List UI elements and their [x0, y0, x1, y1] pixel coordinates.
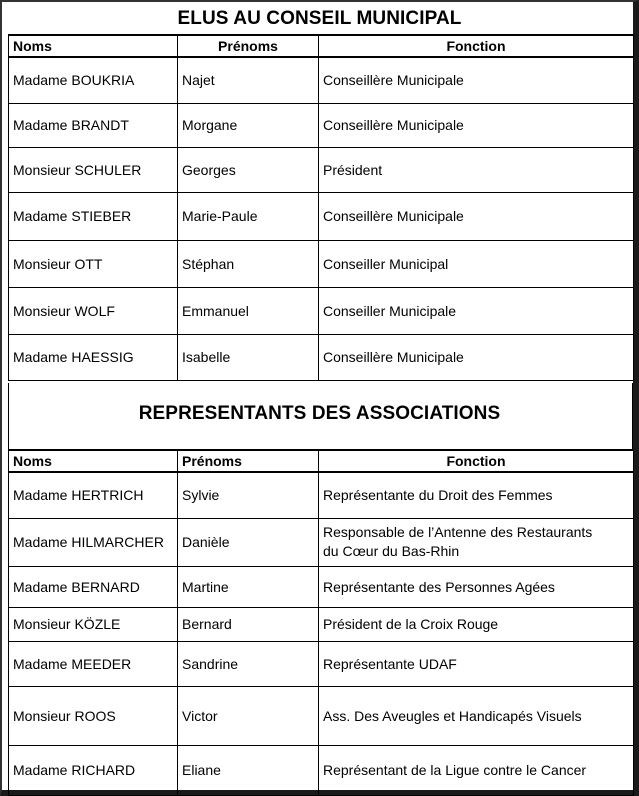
table-row — [9, 240, 634, 287]
cell-fonction: Conseillère Municipale — [319, 334, 634, 380]
cell-fonction-line: du Cœur du Bas-Rhin — [323, 543, 460, 559]
cell-prenom: Najet — [178, 57, 319, 103]
table-row — [9, 147, 634, 192]
cell-prenom: Sylvie — [178, 472, 319, 518]
cell-prenom: Sandrine — [178, 641, 319, 686]
cell-prenom: Martine — [178, 566, 319, 607]
elus-table — [8, 34, 634, 381]
cell-nom: Madame BOUKRIA — [9, 57, 178, 103]
cell-nom: Madame MEEDER — [9, 641, 178, 686]
cell-nom: Madame HILMARCHER — [9, 518, 178, 566]
cell-fonction: Conseillère Municipale — [319, 192, 634, 240]
table-row — [9, 57, 634, 103]
column-header-prenoms: Prénoms — [178, 450, 319, 472]
cell-nom: Madame HERTRICH — [9, 472, 178, 518]
table-row — [9, 641, 634, 686]
table-row — [9, 192, 634, 240]
divider — [632, 383, 633, 449]
cell-fonction: Conseillère Municipale — [319, 103, 634, 147]
cell-prenom: Marie-Paule — [178, 192, 319, 240]
table-row — [9, 745, 634, 795]
column-header-prenoms: Prénoms — [178, 35, 319, 57]
cell-nom: Monsieur OTT — [9, 240, 178, 287]
cell-fonction: Représentante des Personnes Agées — [319, 566, 634, 607]
column-header-noms: Noms — [9, 35, 178, 57]
table-row — [9, 472, 634, 518]
table-row — [9, 686, 634, 745]
cell-nom: Madame BERNARD — [9, 566, 178, 607]
cell-prenom: Morgane — [178, 103, 319, 147]
table-row — [9, 334, 634, 380]
cell-fonction: Ass. Des Aveugles et Handicapés Visuels — [319, 686, 634, 745]
cell-fonction: Représentante UDAF — [319, 641, 634, 686]
table-header-row — [9, 450, 634, 472]
cell-prenom: Emmanuel — [178, 287, 319, 334]
cell-nom: Madame BRANDT — [9, 103, 178, 147]
column-header-fonction: Fonction — [319, 35, 634, 57]
table-row — [9, 566, 634, 607]
cell-fonction-line: Responsable de l’Antenne des Restaurants — [323, 524, 593, 540]
cell-prenom: Stéphan — [178, 240, 319, 287]
cell-prenom: Isabelle — [178, 334, 319, 380]
cell-nom: Monsieur WOLF — [9, 287, 178, 334]
cell-prenom: Eliane — [178, 745, 319, 795]
table-row — [9, 287, 634, 334]
table-row — [9, 518, 634, 566]
cell-nom: Monsieur ROOS — [9, 686, 178, 745]
cell-fonction: Président de la Croix Rouge — [319, 607, 634, 641]
column-header-fonction: Fonction — [319, 450, 634, 472]
column-header-noms: Noms — [9, 450, 178, 472]
table-header-row — [9, 35, 634, 57]
table-row — [9, 607, 634, 641]
cell-fonction — [319, 518, 634, 566]
cell-prenom: Georges — [178, 147, 319, 192]
cell-nom: Madame RICHARD — [9, 745, 178, 795]
cell-prenom: Victor — [178, 686, 319, 745]
table-row — [9, 103, 634, 147]
cell-fonction: Conseillère Municipale — [319, 57, 634, 103]
associations-table — [8, 449, 634, 796]
cell-fonction: Conseiller Municipal — [319, 240, 634, 287]
cell-prenom: Danièle — [178, 518, 319, 566]
cell-fonction: Représentante du Droit des Femmes — [319, 472, 634, 518]
cell-fonction: Conseiller Municipale — [319, 287, 634, 334]
cell-nom: Madame HAESSIG — [9, 334, 178, 380]
cell-fonction: Président — [319, 147, 634, 192]
cell-nom: Monsieur SCHULER — [9, 147, 178, 192]
cell-nom: Monsieur KÖZLE — [9, 607, 178, 641]
cell-fonction: Représentant de la Ligue contre le Cancer — [319, 745, 634, 795]
cell-nom: Madame STIEBER — [9, 192, 178, 240]
section-title-associations: REPRESENTANTS DES ASSOCIATIONS — [138, 403, 501, 424]
section-title-elus: ELUS AU CONSEIL MUNICIPAL — [177, 8, 462, 29]
cell-prenom: Bernard — [178, 607, 319, 641]
